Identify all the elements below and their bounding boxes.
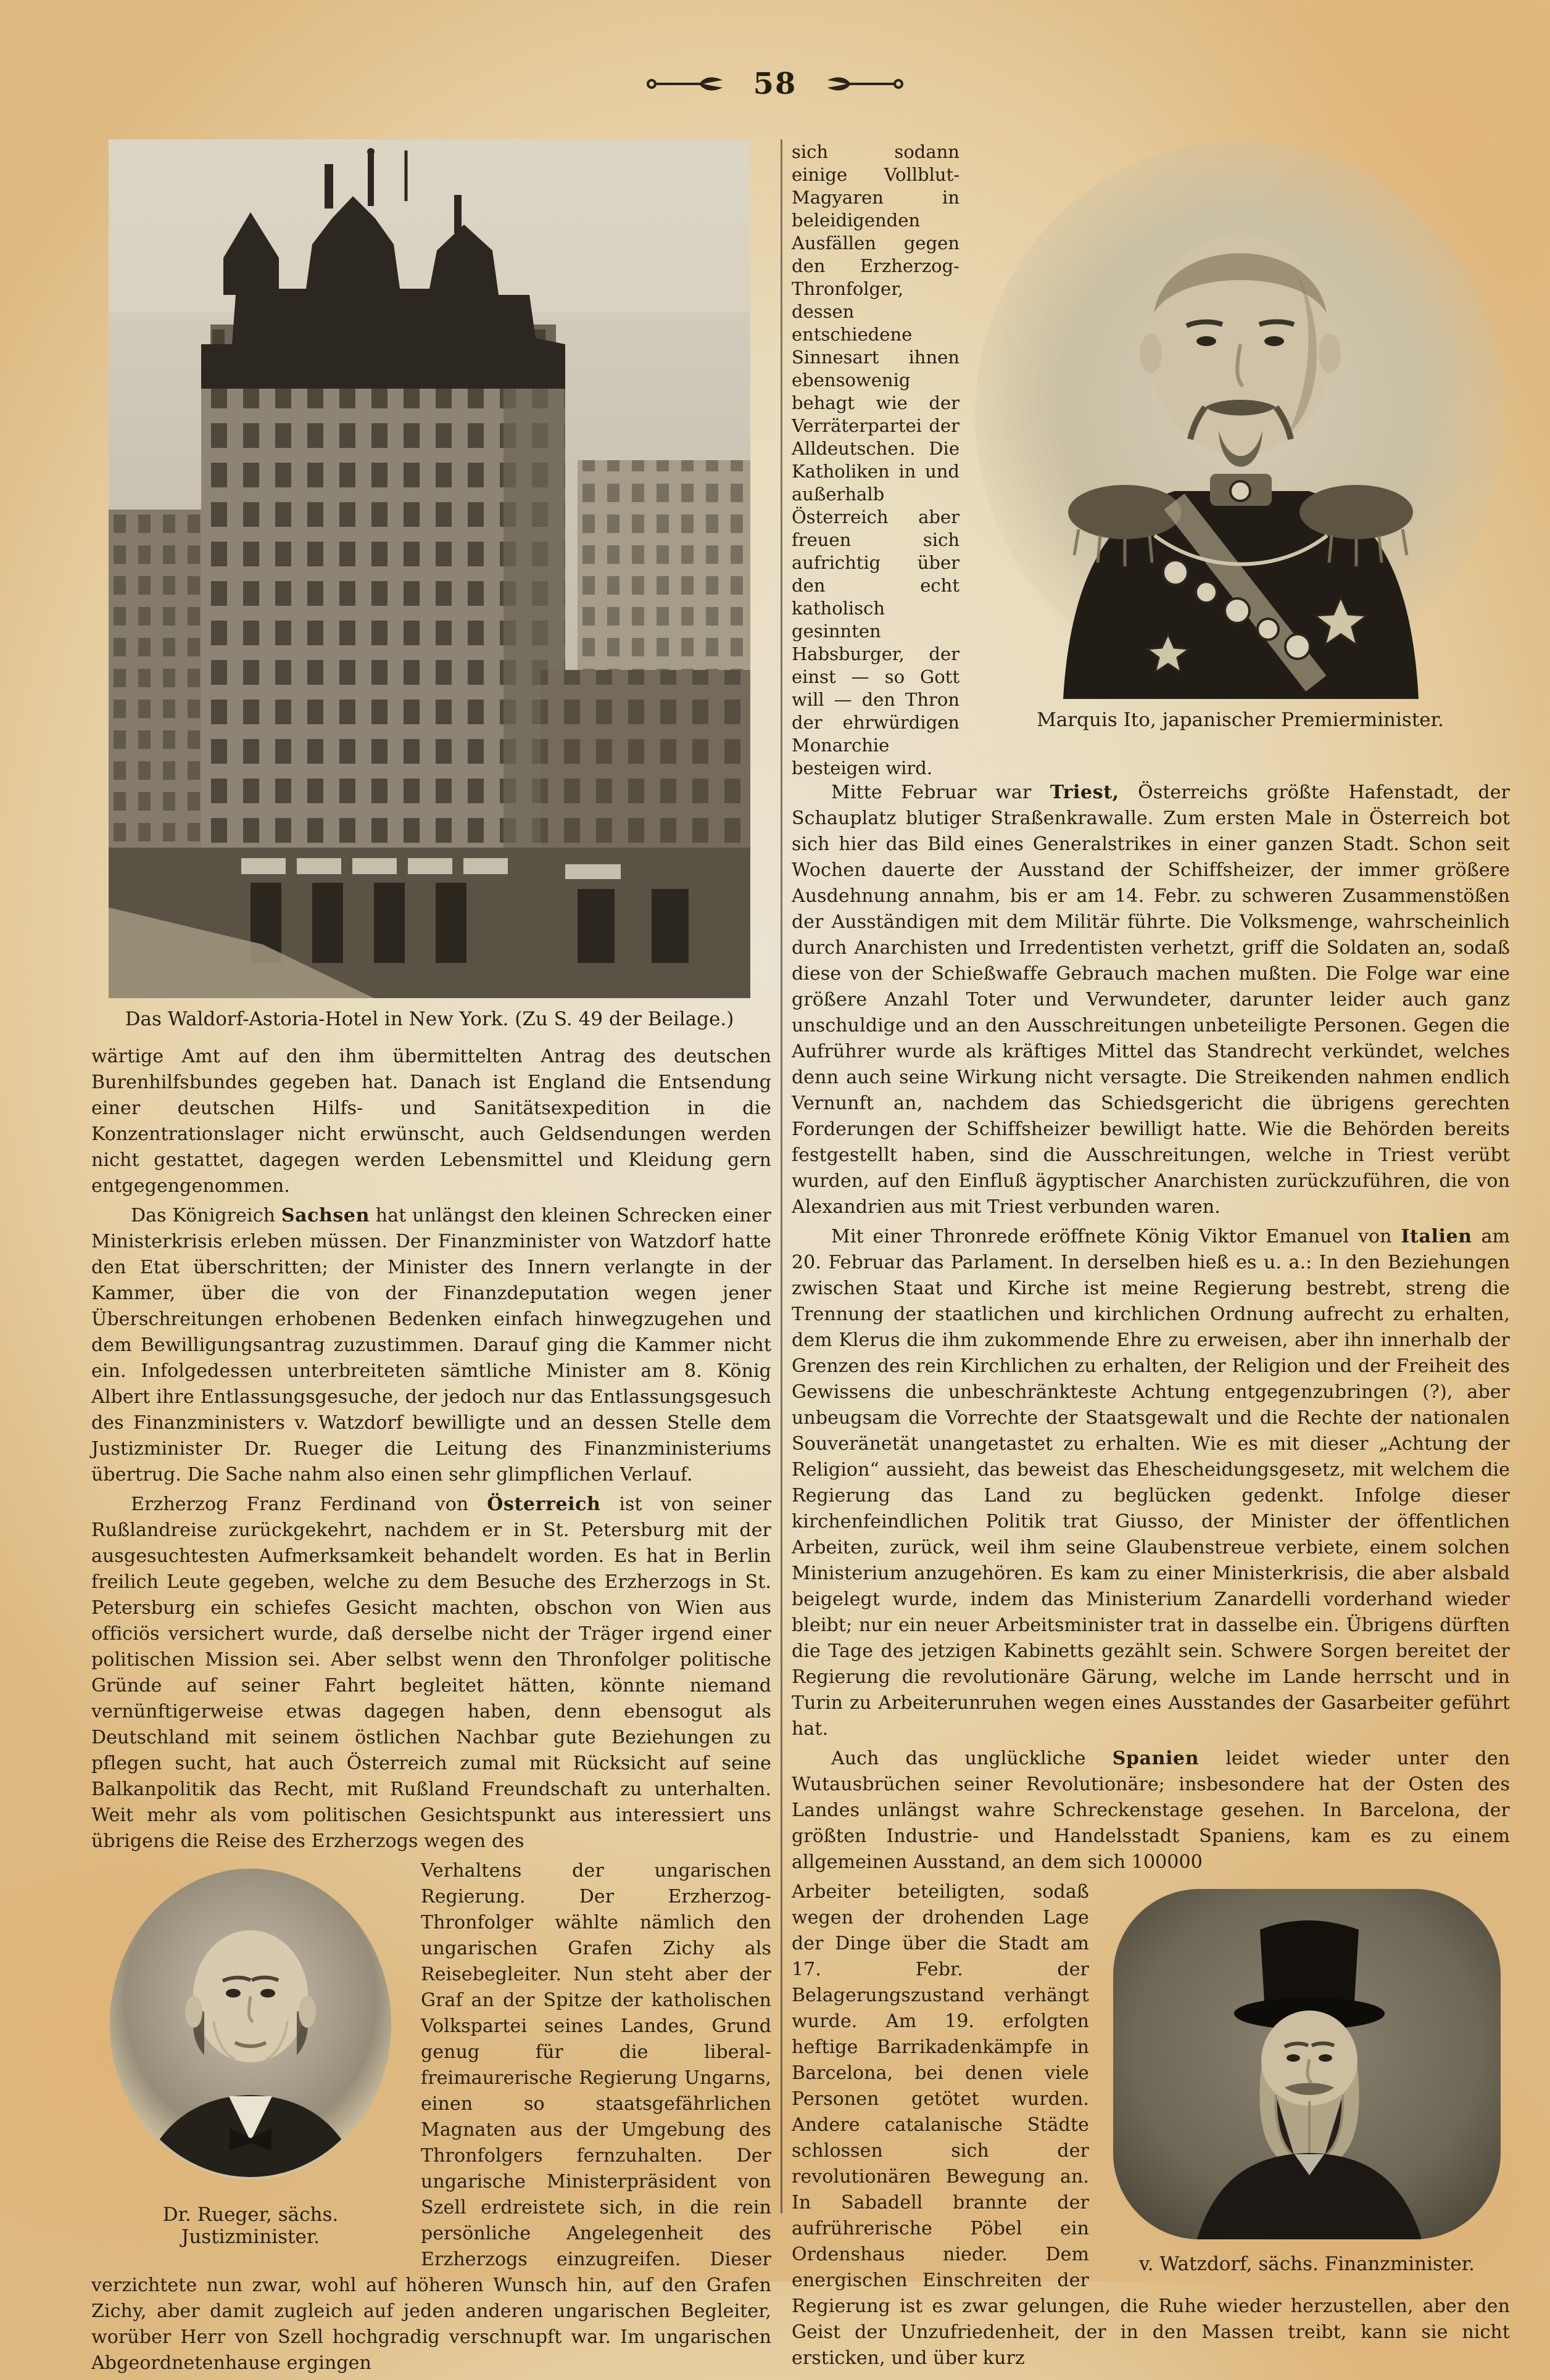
rueger-portrait bbox=[96, 1867, 405, 2248]
ito-section bbox=[792, 141, 1510, 780]
text-run: leidet wieder unter den Wutausbrüchen seiner Revolutionäre; insbesondere hat der Osten des Landes unlängst wahre Schreckenstage gesehen. In Barcelona, der größten Industrie- und Handelsstadt Spaniens, kam es zu einem allgemeinen Ausstand, an dem sich 100000 bbox=[792, 1748, 1511, 1873]
paragraph-ito-side: sich sodann einige Vollblut-Magyaren in beleidigenden Ausfällen gegen den Erzherzog-Thronfolger, dessen entschiedene Sinnesart ihnen ebensowenig behagt wie der Verräterpartei der Alldeutschen. Die Katholiken in und außerhalb Österreich aber freuen sich aufrichtig über den echt katholisch gesinnten Habsburger, der einst — so Gott will — den Thron der ehrwürdigen Monarchie besteigen wird. bbox=[792, 141, 959, 779]
watzdorf-section bbox=[792, 1879, 1510, 2375]
watzdorf-portrait bbox=[1104, 1885, 1510, 2275]
paragraph-triest bbox=[792, 780, 1510, 1220]
ito-portrait-illustration bbox=[971, 141, 1510, 699]
text-run: am 20. Februar das Parlament. In derselben hieß es u. a.: In den Beziehungen zwischen Staat und Kirche ist meine Regierung bestrebt, streng die Trennung der staatlichen und kirchlichen Ordnung aufrecht zu erhalten, dem Klerus die ihm zukommende Ehre zu erweisen, aber ihn innerhalb der Grenzen des rein Kirchlichen zu erhalten, der Religion und der Freiheit des Gewissens die unbeschränkteste Achtung entgegenzubringen (?), aber unbeugsam die Vorrechte der Staatsgewalt und die Rechte der nationalen Souveränetät unangetastet zu erhalten. Wie es mit dieser „Achtung der Religion“ aussieht, das beweist das Ehescheidungsgesetz, mit welchem die Regierung das Land zu beglücken gedenkt. Infolge dieser kirchenfeindlichen Politik trat Giusso, der Minister der öffentlichen Arbeiten, zurück, weil ihm seine Glaubenstreue verbiete, einem solchen Ministerium anzugehören. Es kam zu einer Ministerkrisis, die aber alsbald beigelegt wurde, indem das Ministerium Zanardelli vorderhand wieder bleibt; nur ein neuer Arbeitsminister trat in dasselbe ein. Übrigens dürften die Tage des jetzigen Kabinetts gezählt sein. Schwere Sorgen bereitet der Regierung die revolutionäre Gärung, welche im Lande herrscht und in Turin zu Arbeiterunruhen wegen eines Ausstandes der Gasarbeiter geführt hat. bbox=[792, 1226, 1510, 1740]
paragraph-oesterreich bbox=[91, 1492, 771, 1854]
paragraph-burenhilfsbund: wärtige Amt auf den ihm übermittelten Antrag des deutschen Burenhilfsbundes gegeben hat. Danach ist England die Entsendung einer deutschen Hilfs- und Sanitätsexpedition in die Konzentrationslager nicht erwünscht, auch Geldsendungen werden nicht gestattet, dagegen werden Lebensmittel und Kleidung gern entgegengenommen. bbox=[91, 1046, 771, 1197]
waldorf-astoria-photo bbox=[109, 139, 750, 1030]
bold-sachsen: Sachsen bbox=[281, 1205, 370, 1226]
page-header bbox=[0, 67, 1550, 101]
page-number: 58 bbox=[753, 67, 797, 101]
bold-italien: Italien bbox=[1401, 1226, 1472, 1247]
paragraph-sachsen bbox=[91, 1203, 771, 1488]
waldorf-building-illustration bbox=[109, 139, 750, 998]
paragraph-spanien bbox=[792, 1746, 1510, 1875]
left-column bbox=[91, 137, 771, 2380]
text-run: Österreichs größte Hafenstadt, der Schauplatz blutiger Straßenkrawalle. Zum ersten Male in Österreich bot sich hier das Bild eines Generalstrikes in einer ganzen Stadt. Schon seit Wochen dauerte der Ausstand der Schiffsheizer, der immer größere Ausdehnung annahm, bis er am 14. Febr. zu schweren Zusammenstößen der Ausständigen mit dem Militär führte. Die Volksmenge, wahrscheinlich durch Anarchisten und Irredentisten verhetzt, griff die Soldaten an, sodaß diese von der Schießwaffe Gebrauch machen mußten. Die Folge war eine größere Anzahl Toter und Verwundeter, darunter leider auch ganz unschuldige und an den Ausschreitungen unbeteiligte Personen. Gegen die Aufrührer wurde als kräftiges Mittel das Standrecht verkündet, welches denn auch seine Wirkung nicht versagte. Die Streikenden nahmen endlich Vernunft an, nachdem das Schiedsgericht die übrigens gerechten Forderungen der Schiffsheizer bewilligt hatte. Wie die Behörden bereits festgestellt haben, sind die Ausschreitungen, welche in Triest verübt wurden, auf den Einfluß ägyptischer Anarchisten zurückzuführen, die von Alexandrien aus mit Triest verbunden waren. bbox=[792, 782, 1510, 1218]
text-run: Mitte Februar war bbox=[831, 782, 1050, 803]
left-page-ornament-icon bbox=[646, 73, 727, 94]
text-run: ist von seiner Rußlandreise zurückgekehrt, nachdem er in St. Petersburg mit der ausgesuchtesten Aufmerksamkeit behandelt worden. Es hat in Berlin freilich Leute gegeben, welche zu dem Besuche des Erzherzogs in St. Petersburg ein schiefes Gesicht machten, obschon von Wien aus officiös versichert wurde, daß derselbe nicht der Träger irgend einer politischen Mission sei. Aber selbst wenn den Thronfolger politische Gründe auf seiner Fahrt begleitet hätten, könnte niemand vernünftigerweise etwas dagegen haben, denn ebensogut als Deutschland mit seinem östlichen Nachbar gute Beziehungen zu pflegen sucht, hat auch Österreich zumal mit Rücksicht auf seine Balkanpolitik das Recht, mit Rußland Freundschaft zu unterhalten. Weit mehr als vom politischen Gesichtspunkt aus interessiert uns übrigens die Reise des Erzherzogs wegen des bbox=[91, 1494, 771, 1852]
rueger-caption: Dr. Rueger, sächs. Justizminister. bbox=[162, 2204, 339, 2248]
bold-oesterreich: Österreich bbox=[487, 1494, 601, 1515]
rueger-portrait-illustration bbox=[102, 1867, 399, 2194]
ito-caption: Marquis Ito, japanischer Premierminister. bbox=[1037, 709, 1444, 731]
bold-triest: Triest, bbox=[1050, 782, 1119, 803]
paragraph-italien bbox=[792, 1224, 1510, 1742]
two-column-layout bbox=[91, 137, 1519, 2380]
bold-spanien: Spanien bbox=[1112, 1748, 1200, 1769]
ito-portrait bbox=[971, 141, 1510, 731]
paragraph-rueger-wrap: Verhaltens der ungarischen Regierung. Der Erzherzog-Thronfolger wählte nämlich den ungarischen Grafen Zichy als Reisebegleiter. Nun steht aber der Graf an der Spitze der katholischen Volkspartei seines Landes, Grund genug für die liberal-freimaurerische Regierung Ungarns, einen so staatsgefährlichen Magnaten aus der Umgebung des Thronfolgers fernzuhalten. Der ungarische Ministerpräsident von Szell erdreistete sich, in die rein persönliche Angelegenheit des Erzherzogs einzugreifen. Dieser verzichtete nun zwar, wohl auf höheren Wunsch hin, auf den Grafen Zichy, aber damit zugleich auf jeden anderen ungarischen Begleiter, worüber Herr von Szell hochgradig verschnupft war. Im ungarischen Abgeordnetenhause ergingen bbox=[91, 1860, 771, 2374]
text-run: hat unlängst den kleinen Schrecken einer Ministerkrisis erleben müssen. Der Finanzminister von Watzdorf hatte den Etat überschritten; der Minister des Innern verlangte in der Kammer, über die von der Finanzdeputation wegen jener Überschreitungen erhobenen Bedenken einfach hinwegzugehen und dem Bewilligungsantrag zuzustimmen. Darauf ging die Kammer nicht ein. Infolgedessen unterbreiteten sämtliche Minister am 8. König Albert ihre Entlassungsgesuche, der jedoch nur das Entlassungsgesuch des Finanzministers v. Watzdorf bewilligte und an dessen Stelle dem Justizminister Dr. Rueger die Leitung des Finanzministeriums übertrug. Die Sache nahm also einen sehr glimpflichen Verlauf. bbox=[91, 1205, 771, 1485]
right-page-ornament-icon bbox=[823, 73, 904, 94]
waldorf-caption: Das Waldorf-Astoria-Hotel in New York. (Zu S. 49 der Beilage.) bbox=[125, 1008, 734, 1030]
rueger-section bbox=[91, 1858, 771, 2380]
text-run: Erzherzog Franz Ferdinand von bbox=[131, 1494, 487, 1515]
text-run: Auch das unglückliche bbox=[831, 1748, 1113, 1769]
watzdorf-caption: v. Watzdorf, sächs. Finanzminister. bbox=[1138, 2253, 1475, 2275]
right-column bbox=[792, 137, 1510, 2380]
column-divider bbox=[781, 139, 782, 2213]
paragraph-spanien-wrap: Arbeiter beteiligten, sodaß wegen der drohenden Lage der Dinge über die Stadt am 17. Febr. der Belagerungszustand verhängt wurde. Am 19. erfolgten heftige Barrikadenkämpfe in Barcelona, bei denen viele Personen getötet wurden. Andere catalanische Städte schlossen sich der revolutionären Bewegung an. In Sabadell brannte der aufrührerische Pöbel ein Ordenshaus nieder. Dem energischen Einschreiten der Regierung ist es zwar gelungen, die Ruhe wieder herzustellen, aber den Geist der Unzufriedenheit, der in den Massen treibt, kann sie nicht ersticken, und über kurz bbox=[792, 1881, 1510, 2369]
text-run: Mit einer Thronrede eröffnete König Viktor Emanuel von bbox=[831, 1226, 1401, 1247]
watzdorf-portrait-illustration bbox=[1109, 1885, 1504, 2243]
text-run: Das Königreich bbox=[131, 1205, 281, 1226]
